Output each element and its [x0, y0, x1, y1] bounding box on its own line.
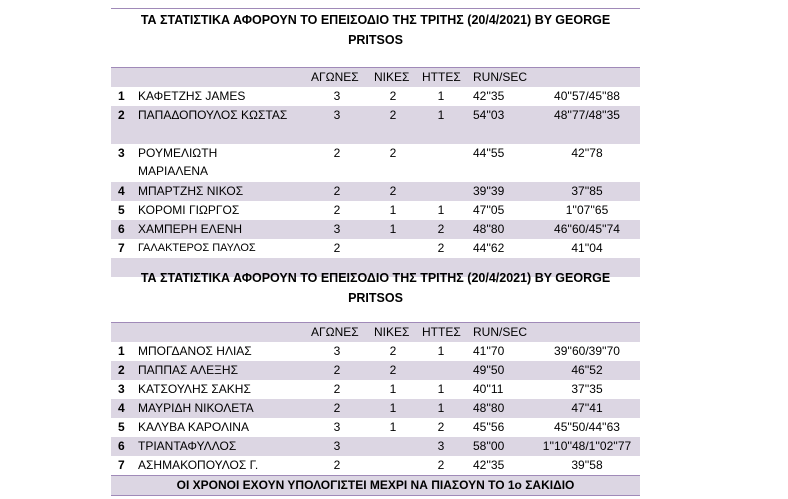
table-row	[111, 437, 640, 456]
losses-value: 1	[437, 382, 445, 396]
wins-value: 2	[389, 363, 397, 377]
col-run-header: RUN/SEC	[473, 70, 528, 84]
header-row	[111, 67, 640, 87]
title-line-1: ΤΑ ΣΤΑΤΙΣΤΙΚΑ ΑΦΟΡΟΥΝ ΤΟ ΕΠΕΙΣΟΔΙΟ ΤΗΣ ΤΡΙΤΗΣ (20/4/2021) BY GEORGE	[140, 13, 611, 27]
player-name: ΡΟΥΜΕΛΙΩΤΗ ΜΑΡΙΑΛΕΝΑ	[138, 146, 218, 178]
player-name: ΚΑΦΕΤΖΗΣ JAMES	[138, 89, 246, 103]
sec-value: 37''35	[571, 382, 603, 396]
sec-value: 48''77/48''35	[554, 108, 620, 122]
run-value: 45''56	[473, 420, 505, 434]
run-value: 48''80	[473, 222, 505, 236]
run-value: 49''50	[473, 363, 505, 377]
row-number: 1	[118, 89, 125, 103]
losses-value: 3	[437, 439, 445, 453]
table-row	[111, 144, 640, 182]
player-name: ΧΑΜΠΕΡΗ ΕΛΕΝΗ	[138, 222, 243, 236]
table-1-title	[111, 8, 640, 50]
games-value: 2	[333, 458, 341, 472]
table-row	[111, 380, 640, 399]
row-number: 6	[118, 222, 125, 236]
games-value: 3	[333, 222, 341, 236]
wins-value: 2	[389, 108, 397, 122]
wins-value: 2	[389, 184, 397, 198]
games-value: 3	[333, 344, 341, 358]
title-line-2: PRITSOS	[348, 291, 403, 305]
player-name: ΑΣΗΜΑΚΟΠΟΥΛΟΣ Γ.	[138, 458, 259, 472]
run-value: 58''00	[473, 439, 505, 453]
player-name: ΚΑΤΣΟΥΛΗΣ ΣΑΚΗΣ	[138, 382, 251, 396]
table-row	[111, 106, 640, 144]
sec-value: 39''60/39''70	[554, 344, 620, 358]
losses-value: 1	[437, 401, 445, 415]
table-row	[111, 418, 640, 437]
player-name: ΜΠΟΓΔΑΝΟΣ ΗΛΙΑΣ	[138, 344, 252, 358]
sec-value: 1''10''48/1''02''77	[542, 439, 632, 453]
run-value: 44''55	[473, 146, 505, 160]
sec-value: 47''41	[571, 401, 603, 415]
title-line-1: ΤΑ ΣΤΑΤΙΣΤΙΚΑ ΑΦΟΡΟΥΝ ΤΟ ΕΠΕΙΣΟΔΙΟ ΤΗΣ ΤΡΙΤΗΣ (20/4/2021) BY GEORGE	[140, 271, 611, 285]
games-value: 2	[333, 401, 341, 415]
col-games-header: ΑΓΩΝΕΣ	[311, 70, 359, 84]
row-number: 5	[118, 420, 125, 434]
sec-value: 46''60/45''74	[554, 222, 620, 236]
losses-value: 2	[437, 222, 445, 236]
games-value: 2	[333, 241, 341, 255]
sec-value: 1''07''65	[565, 203, 609, 217]
sec-value: 37''85	[571, 184, 603, 198]
table-row	[111, 220, 640, 239]
col-losses-header: ΗΤΤΕΣ	[422, 70, 461, 84]
losses-value: 1	[437, 344, 445, 358]
table-row	[111, 87, 640, 106]
row-number: 2	[118, 108, 125, 122]
run-value: 54''03	[473, 108, 505, 122]
wins-value: 2	[389, 146, 397, 160]
player-name: ΚΟΡΟΜΙ ΓΙΩΡΓΟΣ	[138, 203, 240, 217]
run-value: 39''39	[473, 184, 505, 198]
wins-value: 1	[389, 401, 397, 415]
stats-table-1	[111, 8, 640, 277]
player-name: ΓΑΛΑΚΤΕΡΟΣ ΠΑΥΛΟΣ	[138, 242, 256, 254]
sec-value: 42''78	[571, 146, 603, 160]
run-value: 41''70	[473, 344, 505, 358]
row-number: 4	[118, 184, 125, 198]
run-value: 40''11	[473, 382, 504, 396]
player-name: ΠΑΠΑΔΟΠΟΥΛΟΣ ΚΩΣΤΑΣ	[138, 108, 288, 122]
losses-value: 1	[437, 108, 445, 122]
games-value: 3	[333, 108, 341, 122]
games-value: 2	[333, 203, 341, 217]
player-name: ΜΠΑΡΤΖΗΣ ΝΙΚΟΣ	[138, 184, 244, 198]
player-name: ΜΑΥΡΙΔΗ ΝΙΚΟΛΕΤΑ	[138, 401, 254, 415]
stats-table-2	[111, 267, 640, 496]
run-value: 48''80	[473, 401, 505, 415]
table-row	[111, 182, 640, 201]
table-row	[111, 201, 640, 220]
losses-value: 2	[437, 420, 445, 434]
table-row	[111, 361, 640, 380]
losses-value: 2	[437, 241, 445, 255]
table-2-title	[111, 267, 640, 308]
row-number: 6	[118, 439, 125, 453]
col-games-header: ΑΓΩΝΕΣ	[311, 325, 359, 339]
games-value: 3	[333, 89, 341, 103]
row-number: 1	[118, 344, 125, 358]
games-value: 2	[333, 146, 341, 160]
row-number: 3	[118, 382, 125, 396]
run-value: 42''35	[473, 89, 505, 103]
wins-value: 1	[389, 203, 397, 217]
run-value: 44''62	[473, 241, 505, 255]
row-number: 2	[118, 363, 125, 377]
wins-value: 1	[389, 222, 397, 236]
title-line-2: PRITSOS	[348, 33, 403, 47]
sec-value: 40''57/45''88	[554, 89, 620, 103]
player-name: ΚΑΛΥΒΑ ΚΑΡΟΛΙΝΑ	[138, 420, 249, 434]
table-row	[111, 342, 640, 361]
col-wins-header: ΝΙΚΕΣ	[374, 70, 410, 84]
table-row	[111, 239, 640, 258]
table-row	[111, 456, 640, 475]
row-number: 3	[118, 146, 125, 160]
col-wins-header: ΝΙΚΕΣ	[374, 325, 410, 339]
games-value: 3	[333, 439, 341, 453]
col-losses-header: ΗΤΤΕΣ	[422, 325, 461, 339]
wins-value: 1	[389, 420, 397, 434]
col-run-header: RUN/SEC	[473, 325, 528, 339]
games-value: 3	[333, 420, 341, 434]
spacer	[111, 308, 640, 322]
games-value: 2	[333, 184, 341, 198]
losses-value: 1	[437, 203, 445, 217]
row-number: 4	[118, 401, 125, 415]
losses-value: 2	[437, 458, 445, 472]
losses-value: 1	[437, 89, 445, 103]
games-value: 2	[333, 382, 341, 396]
row-number: 5	[118, 203, 125, 217]
footer-note: ΟΙ ΧΡΟΝΟΙ ΕΧΟΥΝ ΥΠΟΛΟΓΙΣΤΕΙ ΜΕΧΡΙ ΝΑ ΠΙΑΣΟΥΝ ΤΟ 1ο ΣΑΚΙΔΙΟ	[111, 475, 640, 496]
row-number: 7	[118, 241, 125, 255]
table-row	[111, 399, 640, 418]
sec-value: 45''50/44''63	[554, 420, 620, 434]
spacer	[111, 50, 640, 67]
player-name: ΤΡΙΑΝΤΑΦΥΛΛΟΣ	[138, 439, 237, 453]
header-row	[111, 322, 640, 342]
row-number: 7	[118, 458, 125, 472]
player-name: ΠΑΠΠΑΣ ΑΛΕΞΗΣ	[138, 363, 239, 377]
sec-value: 46''52	[571, 363, 603, 377]
sec-value: 39''58	[571, 458, 603, 472]
wins-value: 2	[389, 89, 397, 103]
wins-value: 2	[389, 344, 397, 358]
games-value: 2	[333, 363, 341, 377]
wins-value: 1	[389, 382, 397, 396]
run-value: 42''35	[473, 458, 505, 472]
sec-value: 41''04	[571, 241, 603, 255]
run-value: 47''05	[473, 203, 505, 217]
